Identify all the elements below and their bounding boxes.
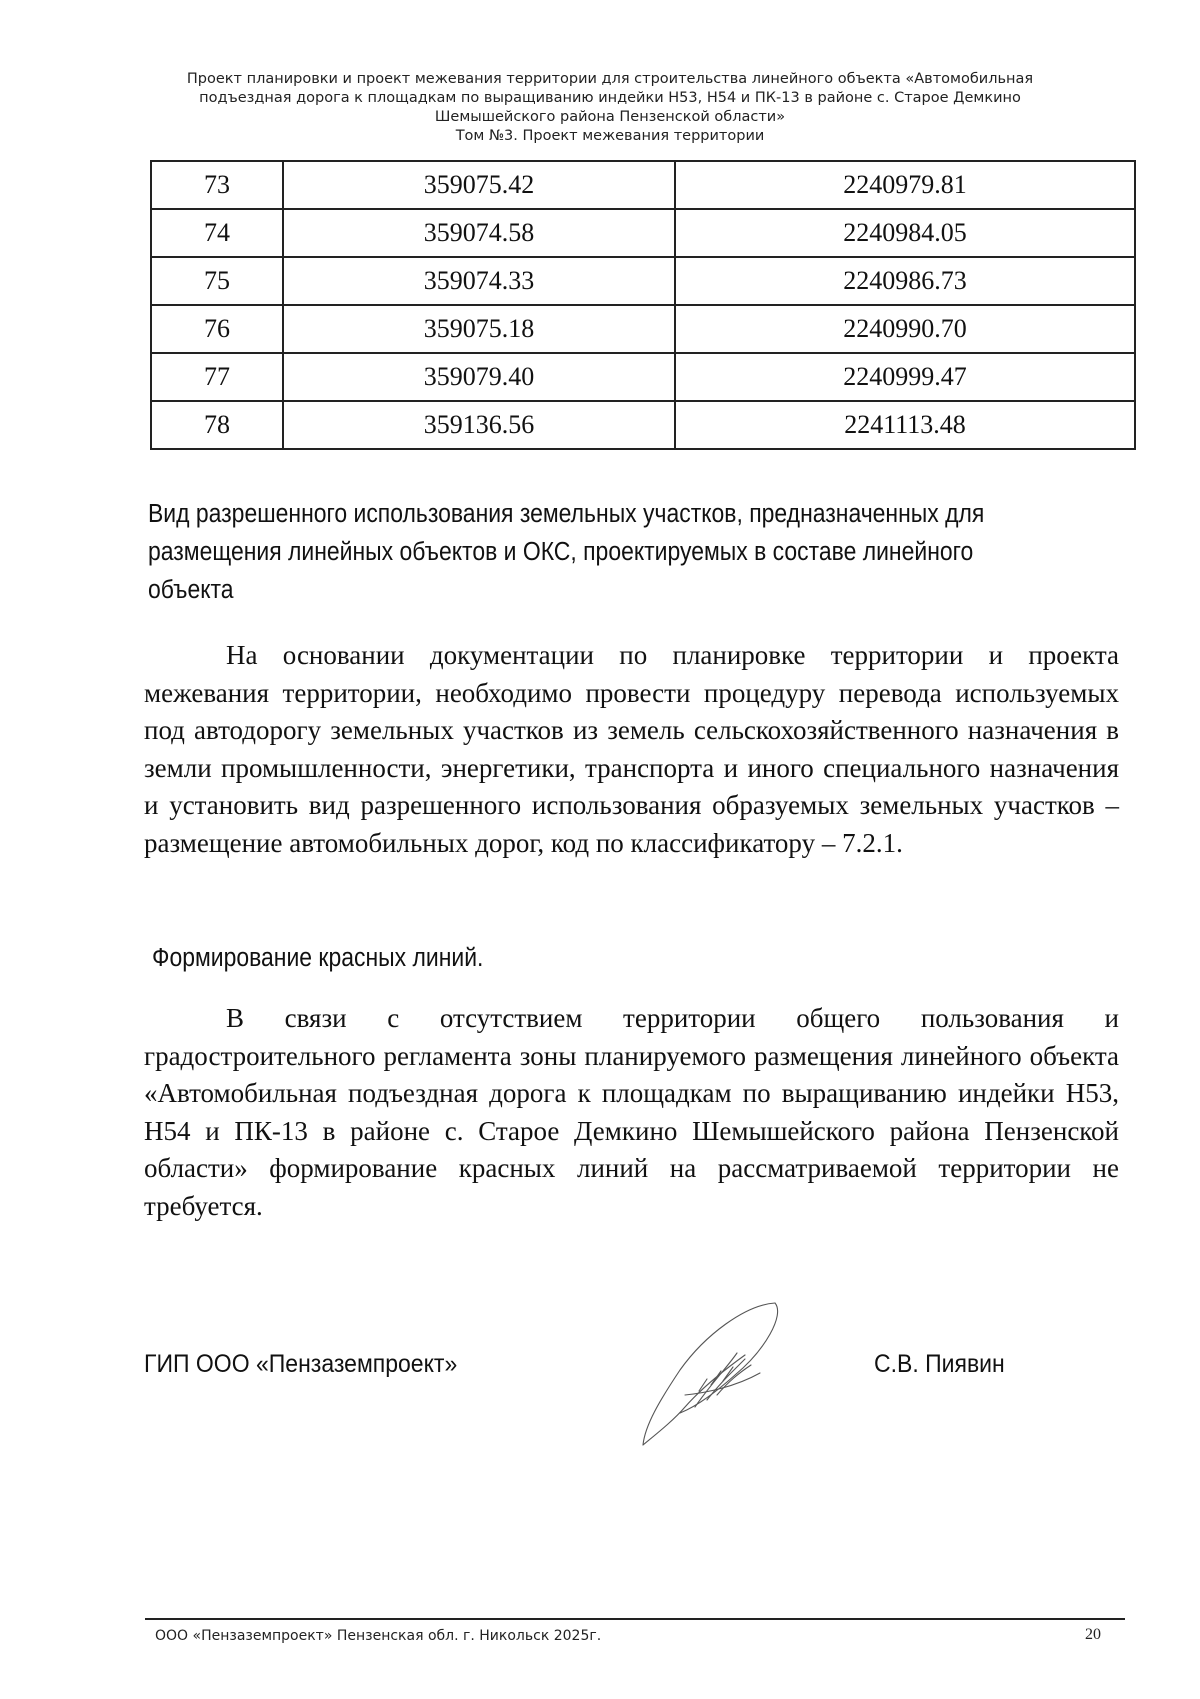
header-line: подъездная дорога к площадкам по выращиванию индейки Н53, Н54 и ПК-13 в районе с. Старое Демкино: [199, 90, 1021, 106]
point-number: 73: [151, 161, 283, 209]
document-header: [150, 70, 1070, 146]
coordinate-y: 2241113.48: [675, 401, 1135, 449]
table-row: [151, 305, 1135, 353]
coordinate-y: 2240986.73: [675, 257, 1135, 305]
point-number: 74: [151, 209, 283, 257]
footer-company-text: ООО «Пензаземпроект» Пензенская обл. г. Никольск 2025г.: [155, 1628, 602, 1644]
page-number: 20: [1085, 1626, 1101, 1643]
header-line: Проект планировки и проект межевания территории для строительства линейного объекта «Автомобильная: [186, 71, 1034, 87]
red-lines-paragraph: В связи с отсутствием территории общего пользования и градостроительного регламента зоны планируемого размещения линейного объекта «Автомобильная подъездная дорога к площадкам по выращиванию индейки Н53, Н54 и ПК-13 в районе с. Старое Демкино Шемышейского района Пензенской области» формирование красных линий на рассматриваемой территории не требуется.: [144, 1003, 1119, 1221]
signatory-position: ГИП ООО «Пензаземпроект»: [144, 1350, 458, 1378]
coordinate-y: 2240990.70: [675, 305, 1135, 353]
section-title-red-lines: Формирование красных линий.: [152, 944, 484, 972]
coordinate-y: 2240979.81: [675, 161, 1135, 209]
coordinate-x: 359079.40: [283, 353, 675, 401]
point-number: 76: [151, 305, 283, 353]
table-row: [151, 353, 1135, 401]
point-number: 78: [151, 401, 283, 449]
footer-divider: [145, 1618, 1125, 1620]
header-line: Шемышейского района Пензенской области»: [434, 109, 786, 125]
signatory-name: С.В. Пиявин: [874, 1350, 1005, 1378]
point-number: 75: [151, 257, 283, 305]
coordinate-x: 359074.58: [283, 209, 675, 257]
section-title-land-use-line3: объекта: [148, 576, 234, 604]
table-row: [151, 257, 1135, 305]
coordinate-x: 359075.18: [283, 305, 675, 353]
point-number: 77: [151, 353, 283, 401]
section-title-land-use-line2: размещения линейных объектов и ОКС, проектируемых в составе линейного: [148, 538, 974, 566]
coordinate-x: 359074.33: [283, 257, 675, 305]
coordinate-y: 2240999.47: [675, 353, 1135, 401]
table-row: [151, 209, 1135, 257]
table-row: [151, 401, 1135, 449]
signature-block: [144, 1350, 1044, 1400]
table-row: [151, 161, 1135, 209]
header-volume-line: Том №3. Проект межевания территории: [455, 128, 765, 144]
section-title-land-use: Вид разрешенного использования земельных участков, предназначенных для: [148, 500, 985, 528]
coordinate-x: 359136.56: [283, 401, 675, 449]
coordinates-table: [150, 160, 1136, 450]
coordinate-y: 2240984.05: [675, 209, 1135, 257]
coordinate-x: 359075.42: [283, 161, 675, 209]
handwritten-signature-icon: [625, 1295, 795, 1455]
land-use-paragraph: На основании документации по планировке территории и проекта межевания территории, необходимо провести процедуру перевода используемых под автодорогу земельных участков из земель сельскохозяйственного назначения в земли промышленности, энергетики, транспорта и иного специального назначения и установить вид разрешенного использования образуемых земельных участков – размещение автомобильных дорог, код по классификатору – 7.2.1.: [144, 640, 1119, 858]
